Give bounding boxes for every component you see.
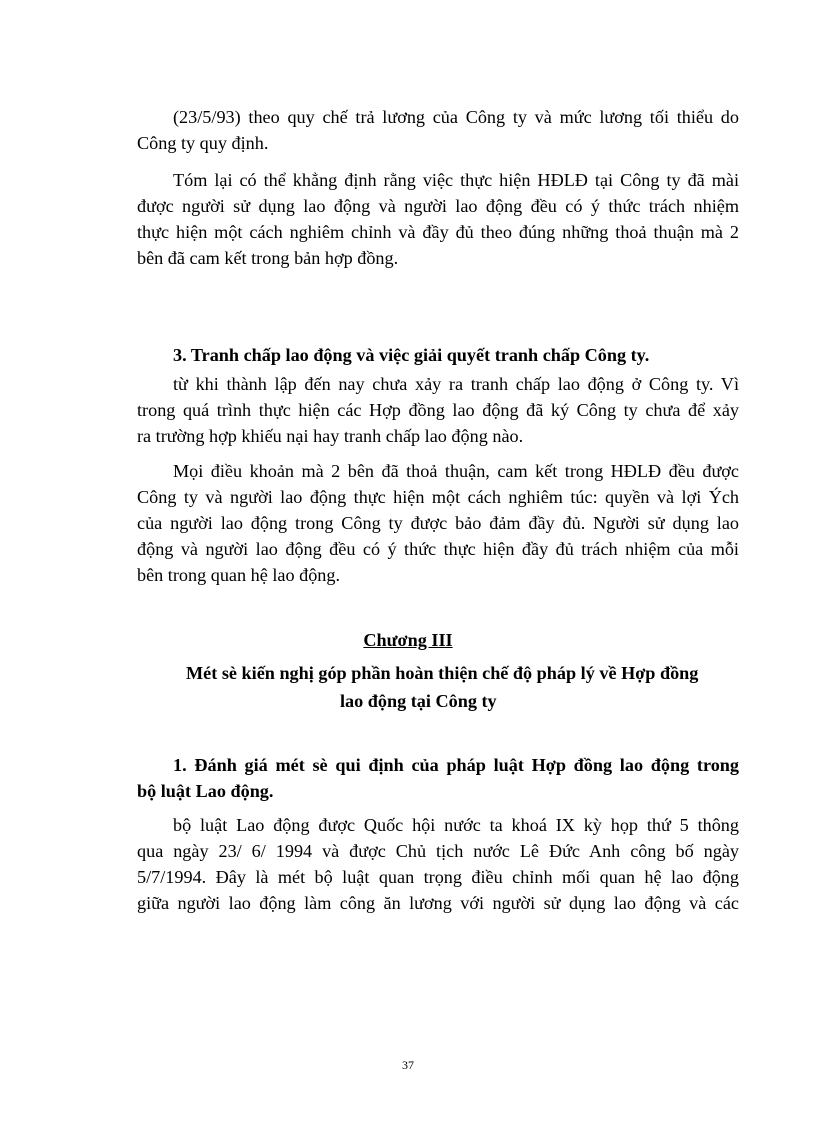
body-text-line: 5/7/1994. Đây là mét bộ luật quan trọng điều chỉnh mối quan hệ lao động — [137, 867, 739, 887]
body-text-line: Công ty và người lao động thực hiện một cách nghiêm túc: quyền và lợi Ých — [137, 487, 739, 507]
body-text-line: bên đã cam kết trong bản hợp đồng. — [137, 248, 399, 268]
page-number: 37 — [402, 1058, 414, 1072]
section-3-heading: 3. Tranh chấp lao động và việc giải quyết tranh chấp Công ty. — [173, 345, 650, 365]
body-text-line: qua ngày 23/ 6/ 1994 và được Chủ tịch nước Lê Đức Anh công bố ngày — [137, 841, 739, 861]
body-text-line: giữa người lao động làm công ăn lương với người sử dụng lao động và các — [137, 893, 739, 913]
chapter-title-line-2: lao động tại Công ty — [340, 691, 497, 711]
section-1-heading: 1. Đánh giá mét sè qui định của pháp luật Hợp đồng lao động trong — [173, 755, 739, 775]
body-text-line: của người lao động trong Công ty được bảo đảm đầy đủ. Người sử dụng lao — [137, 513, 739, 533]
body-text-line: bộ luật Lao động được Quốc hội nước ta khoá IX kỳ họp thứ 5 thông — [173, 815, 739, 835]
body-text-line: thực hiện một cách nghiêm chỉnh và đầy đủ theo đúng những thoả thuận mà 2 — [137, 222, 739, 242]
body-text-line: trong quá trình thực hiện các Hợp đồng lao động đã ký Công ty chưa để xảy — [137, 400, 739, 420]
section-1-heading: bộ luật Lao động. — [137, 781, 274, 801]
body-text-line: (23/5/93) theo quy chế trả lương của Công ty và mức lương tối thiểu do — [173, 107, 739, 127]
body-text-line: ra trường hợp khiếu nại hay tranh chấp lao động nào. — [137, 426, 524, 446]
chapter-label: Chương III — [363, 630, 453, 650]
body-text-line: từ khi thành lập đến nay chưa xảy ra tranh chấp lao động ở Công ty. Vì — [173, 374, 739, 394]
body-text-line: được người sử dụng lao động và người lao động đều có ý thức trách nhiệm — [137, 196, 739, 216]
chapter-title-line-1: Mét sè kiến nghị góp phần hoàn thiện chế độ pháp lý về Hợp đồng — [186, 663, 699, 683]
body-text-line: Công ty quy định. — [137, 133, 269, 153]
body-text-line: Tóm lại có thể khẳng định rằng việc thực hiện HĐLĐ tại Công ty đã mài — [173, 170, 739, 190]
body-text-line: bên trong quan hệ lao động. — [137, 565, 341, 585]
body-text-line: Mọi điều khoản mà 2 bên đã thoả thuận, cam kết trong HĐLĐ đều được — [173, 461, 739, 481]
body-text-line: động và người lao động đều có ý thức thực hiện đầy đủ trách nhiệm của mỗi — [137, 539, 739, 559]
